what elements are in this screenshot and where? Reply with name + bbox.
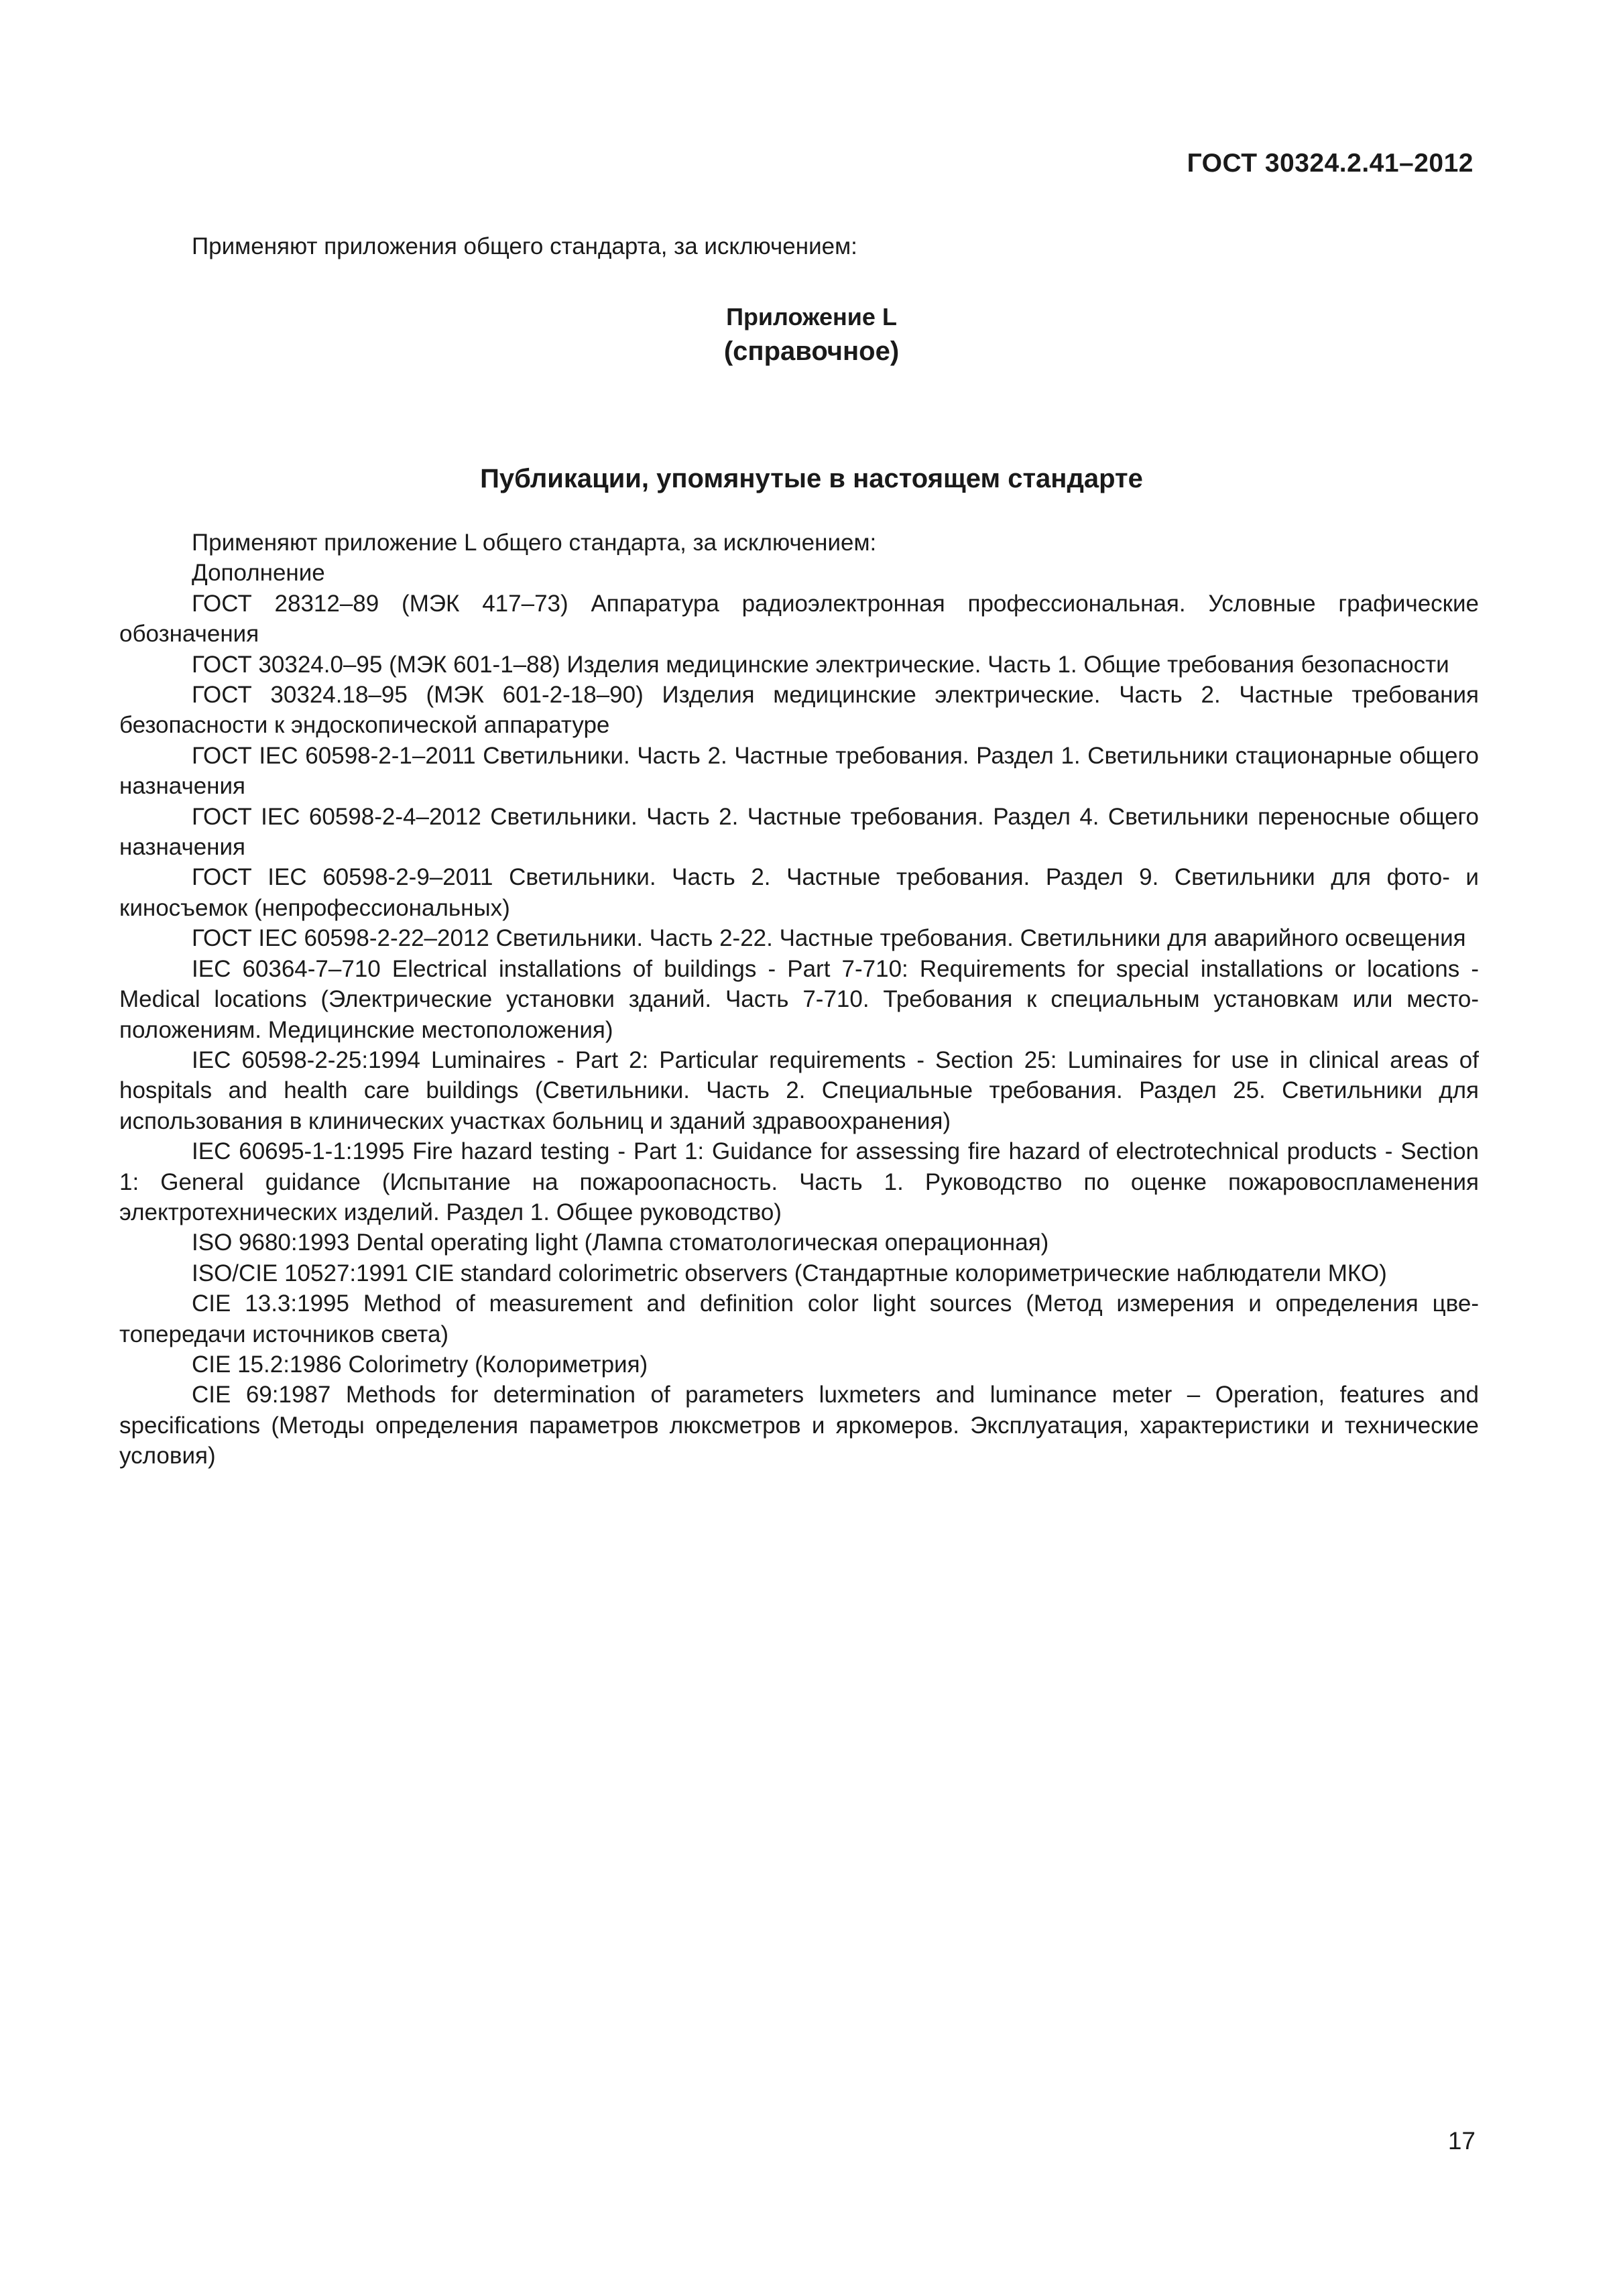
annex-type: (справочное) — [723, 337, 900, 366]
reference-item: ISO 9680:1993 Dental operating light (Лампа стоматологическая операционная) — [192, 1229, 1049, 1256]
reference-item: IEC 60695-1-1:1995 Fire hazard testing - Part 1: Guidance for assessing fire hazard of electrotechnical products - Section 1: General guidance (Испытание на пожароопасность. Часть 1. Руководство по оценке пожаровоспламенения электротехнических изделий. Раздел 1. Общее руководство) — [119, 1138, 1479, 1225]
reference-item: CIE 15.2:1986 Colorimetry (Колориметрия) — [192, 1351, 648, 1378]
reference-item: ГОСТ 28312–89 (МЭК 417–73) Аппаратура радиоэлектронная профессиональная. Условные графические обозначения — [119, 590, 1479, 648]
page-number: 17 — [1447, 2127, 1476, 2155]
publications-list — [119, 528, 1479, 1471]
reference-item: IEC 60364-7–710 Electrical installations of buildings - Part 7-710: Requirements for special installations or locations - Medical locations (Электрические установки зданий. Часть 7-710. Требования к специальным установкам или местоположениям. Медицинские местоположения) — [119, 955, 1479, 1043]
reference-item: ГОСТ IEC 60598-2-1–2011 Светильники. Часть 2. Частные требования. Раздел 1. Светильники стационарные общего назначения — [119, 742, 1479, 800]
reference-item: ISO/CIE 10527:1991 CIE standard colorimetric observers (Стандартные колориметрические наблюдатели МКО) — [192, 1260, 1387, 1286]
reference-item: ГОСТ 30324.0–95 (МЭК 601-1–88) Изделия медицинские электрические. Часть 1. Общие требования безопасности — [192, 651, 1449, 678]
paragraph-applies-annex: Применяют приложение L общего стандарта, за исключением: — [192, 530, 877, 556]
reference-item: IEC 60598-2-25:1994 Luminaires - Part 2: Particular requirements - Section 25: Luminaires for use in clinical areas of hospitals and health care buildings (Светильники. Часть 2. Специальные требования. Раздел 25. Светильники для использования в клинических участках больниц и зданий здравоохранения) — [119, 1046, 1479, 1134]
document-code-header: ГОСТ 30324.2.41–2012 — [1187, 149, 1474, 178]
annexes-intro-text: Применяют приложения общего стандарта, за исключением: — [192, 233, 857, 259]
annex-title: Приложение L — [726, 303, 897, 330]
paragraph-addition: Дополнение — [192, 560, 325, 587]
reference-item: CIE 13.3:1995 Method of measurement and definition color light sources (Метод измерения и определения цветопередачи источников света) — [119, 1290, 1479, 1347]
reference-item: CIE 69:1987 Methods for determination of parameters luxmeters and luminance meter – Operation, features and specifications (Методы определения параметров люксметров и яркомеров. Эксплуатация, характеристики и технические условия) — [119, 1382, 1479, 1469]
section-title: Публикации, упомянутые в настоящем стандарте — [480, 464, 1143, 493]
reference-item: ГОСТ IEC 60598-2-9–2011 Светильники. Часть 2. Частные требования. Раздел 9. Светильники для фото- и киносъемок (непрофессиональных) — [119, 864, 1479, 921]
reference-item: ГОСТ IEC 60598-2-4–2012 Светильники. Часть 2. Частные требования. Раздел 4. Светильники переносные общего назначения — [119, 803, 1479, 861]
reference-item: ГОСТ IEC 60598-2-22–2012 Светильники. Часть 2-22. Частные требования. Светильники для аварийного освещения — [192, 925, 1466, 952]
reference-item: ГОСТ 30324.18–95 (МЭК 601-2-18–90) Изделия медицинские электрические. Часть 2. Частные требования безопасности к эндоскопической аппаратуре — [119, 682, 1479, 739]
